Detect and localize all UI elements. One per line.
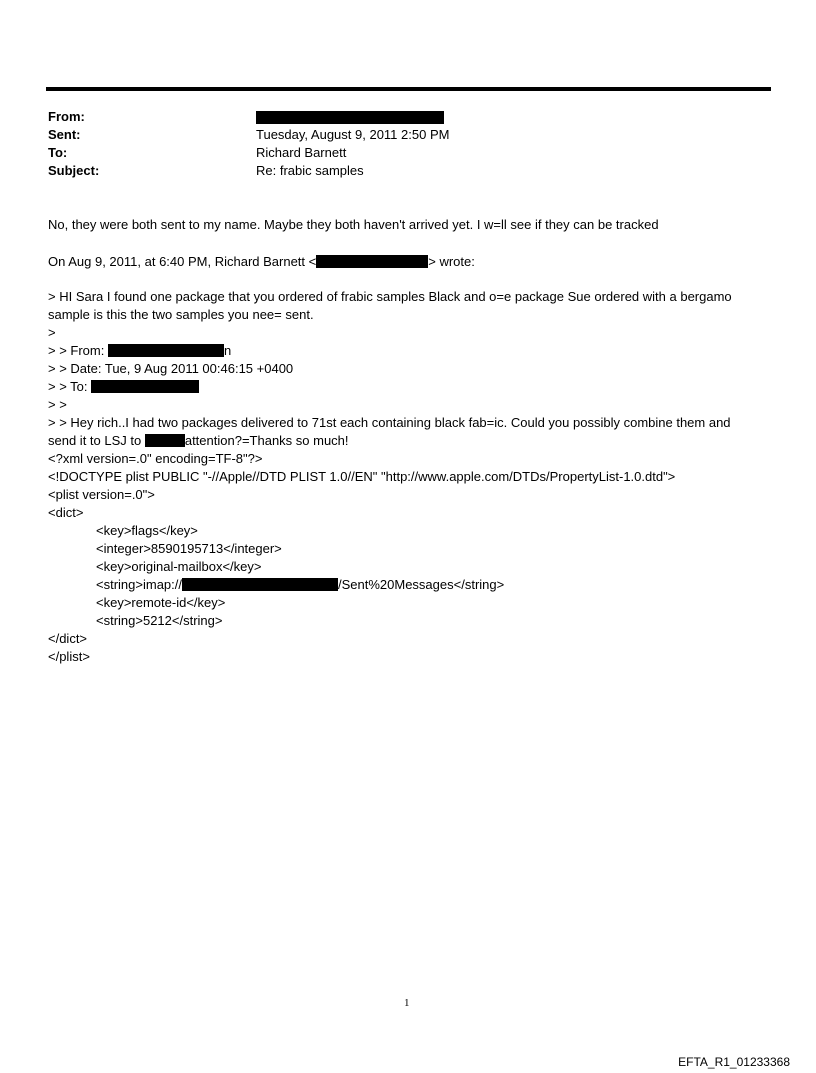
key-flags: <key>flags</key> xyxy=(96,523,198,538)
subject-label: Subject: xyxy=(48,163,100,178)
to-label: To: xyxy=(48,145,68,160)
reply-text: No, they were both sent to my name. Maybe they both haven't arrived yet. I w=ll see if they can be tracked xyxy=(48,217,659,232)
quote2-line2-suffix: attention?=Thanks so much! xyxy=(184,433,349,448)
redaction-block xyxy=(256,111,444,124)
string-imap-prefix: <string>imap:// xyxy=(96,577,182,592)
from-label: From: xyxy=(48,109,85,124)
dict-open-tag: <dict> xyxy=(48,505,84,520)
string-remote-id: <string>5212</string> xyxy=(96,613,223,628)
fwd-from-label: > > From: xyxy=(48,343,108,358)
key-original-mailbox: <key>original-mailbox</key> xyxy=(96,559,262,574)
quote2-line2 xyxy=(48,432,349,450)
redaction-block xyxy=(316,255,428,268)
dict-close-tag: </dict> xyxy=(48,631,88,646)
page-number: 1 xyxy=(404,997,410,1009)
string-imap-line xyxy=(96,576,504,594)
redaction-block xyxy=(91,380,199,393)
fwd-to-label: > > To: xyxy=(48,379,92,394)
redaction-block xyxy=(182,578,338,591)
string-imap-suffix: /Sent%20Messages</string> xyxy=(338,577,505,592)
from-value xyxy=(256,108,444,126)
integer-flags: <integer>8590195713</integer> xyxy=(96,541,282,556)
sent-value: Tuesday, August 9, 2011 2:50 PM xyxy=(256,127,450,142)
fwd-from-tail: n xyxy=(223,343,232,358)
doctype-line: <!DOCTYPE plist PUBLIC "-//Apple//DTD PLIST 1.0//EN" "http://www.apple.com/DTDs/PropertyList-1.0.dtd"> xyxy=(48,469,676,484)
quote1-line1: > HI Sara I found one package that you ordered of frabic samples Black and o=e package Sue ordered with a bergamo xyxy=(48,289,732,304)
quote2-line2-prefix: send it to LSJ to xyxy=(48,433,145,448)
quote-blank-line: > xyxy=(48,325,56,340)
plist-open-tag: <plist version=.0"> xyxy=(48,487,155,502)
document-id: EFTA_R1_01233368 xyxy=(678,1055,790,1069)
sent-label: Sent: xyxy=(48,127,81,142)
subject-value: Re: frabic samples xyxy=(256,163,364,178)
fwd-to-line xyxy=(48,378,199,396)
key-remote-id: <key>remote-id</key> xyxy=(96,595,226,610)
header-rule xyxy=(46,87,771,91)
attribution-prefix: On Aug 9, 2011, at 6:40 PM, Richard Barnett < xyxy=(48,254,317,269)
fwd-date-line: > > Date: Tue, 9 Aug 2011 00:46:15 +0400 xyxy=(48,361,294,376)
to-value: Richard Barnett xyxy=(256,145,347,160)
quote-blank-line-2: > > xyxy=(48,397,67,412)
fwd-from-line xyxy=(48,342,231,360)
attribution-line xyxy=(48,253,475,271)
redaction-block xyxy=(108,344,224,357)
attribution-suffix: > wrote: xyxy=(428,254,475,269)
plist-close-tag: </plist> xyxy=(48,649,90,664)
quote1-line2: sample is this the two samples you nee= sent. xyxy=(48,307,314,322)
quote2-line1: > > Hey rich..I had two packages delivered to 71st each containing black fab=ic. Could you possibly combine them and xyxy=(48,415,731,430)
redaction-block xyxy=(145,434,185,447)
xml-declaration: <?xml version=.0" encoding=TF-8"?> xyxy=(48,451,263,466)
